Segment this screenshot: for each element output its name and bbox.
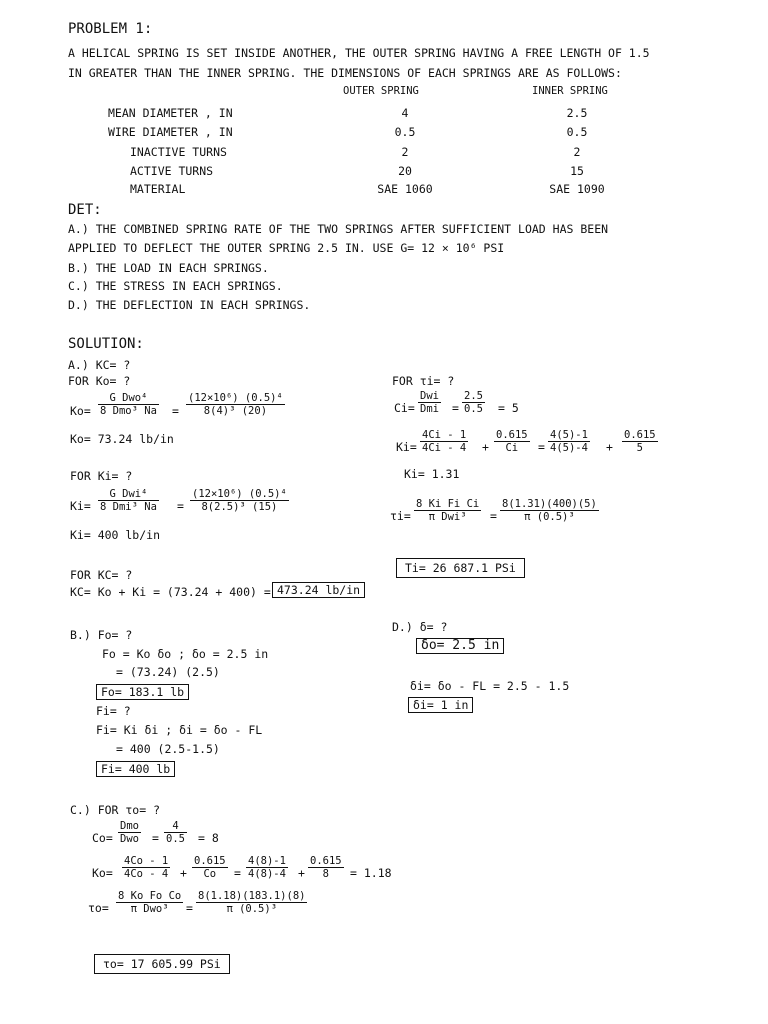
si-answer-box: δi= 1 in: [408, 697, 473, 713]
row-label: WIRE DIAMETER , IN: [108, 125, 233, 139]
fraction-numerator: 8 Ki Fi Ci: [416, 498, 480, 510]
plus-sign: +: [482, 440, 489, 454]
fraction-denominator: 8: [322, 868, 329, 880]
ki-formula-fraction: [98, 488, 159, 513]
fraction-numerator: 8(1.18)(183.1)(8): [198, 890, 306, 902]
fi-answer-box: Fi= 400 lb: [96, 761, 175, 777]
row-inner-value: 2: [573, 145, 581, 159]
fraction-numerator: 4Co - 1: [124, 855, 169, 867]
fraction-denominator: Ci: [505, 442, 519, 454]
wahl-ko-fraction-4: [308, 855, 344, 880]
det-b: B.) THE LOAD IN EACH SPRINGS.: [68, 261, 269, 275]
ki-lhs: Ki=: [70, 499, 91, 513]
fraction-denominator: π Dwo³: [130, 903, 169, 915]
det-a-line-1: A.) THE COMBINED SPRING RATE OF THE TWO SPRINGS AFTER SUFFICIENT LOAD HAS BEEN: [68, 222, 609, 236]
table-row: [100, 145, 660, 163]
plus-sign: +: [180, 866, 187, 880]
row-outer-value: SAE 1060: [377, 182, 433, 196]
fraction-denominator: 8(2.5)³ (15): [201, 501, 278, 513]
det-heading: DET:: [68, 202, 102, 218]
fraction-denominator: 4(8)-4: [248, 868, 286, 880]
plus-sign: +: [606, 440, 613, 454]
ti-substitution-fraction: [500, 498, 599, 523]
wahl-ko-fraction-3: [246, 855, 288, 880]
wahl-ki-fraction-4: [622, 429, 658, 454]
ti-lhs: τi=: [390, 509, 411, 523]
wahl-ko-fraction-1: [122, 855, 170, 880]
solution-heading: SOLUTION:: [68, 336, 144, 352]
part-c-heading: C.) FOR τo= ?: [70, 803, 161, 817]
problem-line-2: IN GREATER THAN THE INNER SPRING. THE DIMENSIONS OF EACH SPRINGS ARE AS FOLLOWS:: [68, 66, 622, 80]
ci-substitution-fraction: [462, 390, 485, 415]
equals-sign: =: [234, 866, 241, 880]
row-inner-value: 15: [570, 164, 584, 178]
fraction-numerator: (12×10⁶) (0.5)⁴: [192, 488, 287, 500]
row-label: ACTIVE TURNS: [130, 164, 214, 178]
equals-sign: =: [152, 831, 159, 845]
ki-result: Ki= 400 lb/in: [70, 528, 161, 542]
row-outer-value: 20: [398, 164, 412, 178]
row-label: MEAN DIAMETER , IN: [108, 106, 233, 120]
fraction-denominator: π (0.5)³: [524, 511, 575, 523]
fraction-numerator: 2.5: [464, 390, 483, 402]
wahl-ki-fraction-2: [494, 429, 530, 454]
fraction-denominator: 5: [636, 442, 643, 454]
ko-substitution-fraction: [186, 392, 285, 417]
fraction-numerator: G Dwo⁴: [98, 392, 159, 405]
fraction-numerator: (12×10⁶) (0.5)⁴: [188, 392, 283, 404]
row-outer-value: 4: [401, 106, 409, 120]
equals-sign: =: [186, 901, 193, 915]
row-label: INACTIVE TURNS: [130, 145, 227, 159]
ki-substitution-fraction: [190, 488, 289, 513]
wahl-ko-lhs: Ko=: [92, 866, 113, 880]
fraction-denominator: π (0.5)³: [226, 903, 278, 915]
ki-heading: FOR Ki= ?: [70, 469, 133, 483]
fraction-numerator: 4(8)-1: [248, 855, 286, 867]
fraction-denominator: Dmi: [420, 403, 439, 415]
fraction-denominator: 8 Dmi³ Na: [100, 501, 157, 513]
fraction-numerator: Dwi: [420, 390, 439, 402]
ci-lhs: Ci=: [394, 401, 415, 415]
wahl-ki-result: Ki= 1.31: [404, 467, 460, 481]
fraction-numerator: 0.615: [496, 429, 528, 441]
ti-heading: FOR τi= ?: [392, 374, 455, 388]
fraction-denominator: Dwo: [120, 833, 139, 845]
ci-result: = 5: [498, 401, 519, 415]
fraction-numerator: 8(1.31)(400)(5): [502, 498, 597, 510]
det-a-line-2: APPLIED TO DEFLECT THE OUTER SPRING 2.5 IN. USE G= 12 × 10⁶ PSI: [68, 241, 505, 255]
row-outer-value: 0.5: [394, 125, 416, 139]
kc-heading: FOR KC= ?: [70, 568, 133, 582]
ko-heading: FOR Ko= ?: [68, 374, 131, 388]
plus-sign: +: [298, 866, 305, 880]
fraction-numerator: 0.615: [310, 855, 342, 867]
table-row: [100, 164, 660, 182]
to-substitution-fraction: [196, 890, 307, 915]
kc-line: KC= Ko + Ki = (73.24 + 400) =: [70, 585, 271, 599]
fraction-numerator: 0.615: [624, 429, 656, 441]
fi-line-2: = 400 (2.5-1.5): [116, 742, 220, 756]
co-result: = 8: [198, 831, 219, 845]
so-answer-box: δo= 2.5 in: [416, 638, 504, 654]
part-d-heading: D.) δ= ?: [392, 620, 448, 634]
fraction-denominator: 0.5: [166, 833, 185, 845]
fraction-denominator: 4Co - 4: [124, 868, 169, 880]
fraction-denominator: Co: [203, 868, 217, 880]
fraction-numerator: G Dwi⁴: [98, 488, 159, 501]
fraction-numerator: 4(5)-1: [550, 429, 588, 441]
fraction-numerator: 4: [164, 820, 187, 833]
ko-lhs: Ko=: [70, 404, 91, 418]
wahl-ki-lhs: Ki=: [396, 440, 417, 454]
wahl-ki-fraction-1: [420, 429, 468, 454]
wahl-ki-fraction-3: [548, 429, 590, 454]
table-row: [100, 182, 660, 200]
wahl-ko-result: = 1.18: [350, 866, 392, 880]
det-c: C.) THE STRESS IN EACH SPRINGS.: [68, 279, 283, 293]
co-substitution-fraction: [164, 820, 187, 845]
fraction-denominator: 8(4)³ (20): [203, 405, 268, 417]
ti-answer-box: Ti= 26 687.1 PSi: [396, 558, 525, 578]
wahl-ko-fraction-2: [192, 855, 228, 880]
problem-line-1: A HELICAL SPRING IS SET INSIDE ANOTHER, THE OUTER SPRING HAVING A FREE LENGTH OF 1.5: [68, 46, 650, 60]
si-line: δi= δo - FL = 2.5 - 1.5: [410, 679, 570, 693]
equals-sign: =: [177, 499, 184, 513]
table-row: [100, 125, 660, 143]
row-outer-value: 2: [401, 145, 409, 159]
equals-sign: =: [538, 440, 545, 454]
fraction-denominator: 8 Dmo³ Na: [100, 405, 157, 417]
equals-sign: =: [490, 509, 497, 523]
ko-formula-fraction: [98, 392, 159, 417]
co-lhs: Co=: [92, 831, 113, 845]
row-inner-value: SAE 1090: [549, 182, 605, 196]
fraction-denominator: π Dwi³: [428, 511, 467, 523]
row-inner-value: 2.5: [566, 106, 588, 120]
to-answer-box: τo= 17 605.99 PSi: [94, 954, 230, 974]
row-label: MATERIAL: [130, 182, 186, 196]
col-outer-spring: OUTER SPRING: [343, 85, 419, 97]
col-inner-spring: INNER SPRING: [532, 85, 608, 97]
ci-formula-fraction: [418, 390, 441, 415]
fraction-numerator: 0.615: [194, 855, 226, 867]
fi-heading: Fi= ?: [96, 704, 131, 718]
fo-answer-box: Fo= 183.1 lb: [96, 684, 189, 700]
problem-heading: PROBLEM 1:: [68, 21, 153, 37]
fraction-numerator: 4Ci - 1: [422, 429, 467, 441]
ti-formula-fraction: [414, 498, 481, 523]
co-formula-fraction: [118, 820, 141, 845]
row-inner-value: 0.5: [566, 125, 588, 139]
fraction-numerator: 8 Ko Fo Co: [118, 890, 182, 902]
equals-sign: =: [172, 404, 179, 418]
equals-sign: =: [452, 401, 459, 415]
fraction-denominator: 0.5: [464, 403, 483, 415]
fo-line-2: = (73.24) (2.5): [116, 665, 220, 679]
fraction-denominator: 4Ci - 4: [422, 442, 467, 454]
det-d: D.) THE DEFLECTION IN EACH SPRINGS.: [68, 298, 311, 312]
fo-line-1: Fo = Ko δo ; δo = 2.5 in: [102, 647, 269, 661]
kc-answer-box: 473.24 lb/in: [272, 582, 365, 598]
ko-result: Ko= 73.24 lb/in: [70, 432, 174, 446]
part-b-heading: B.) Fo= ?: [70, 628, 133, 642]
to-formula-fraction: [116, 890, 183, 915]
fraction-numerator: Dmo: [120, 820, 139, 832]
fi-line-1: Fi= Ki δi ; δi = δo - FL: [96, 723, 263, 737]
part-a-heading: A.) KC= ?: [68, 358, 131, 372]
to-lhs: τo=: [88, 901, 109, 915]
table-row: [100, 106, 660, 124]
fraction-denominator: 4(5)-4: [550, 442, 588, 454]
